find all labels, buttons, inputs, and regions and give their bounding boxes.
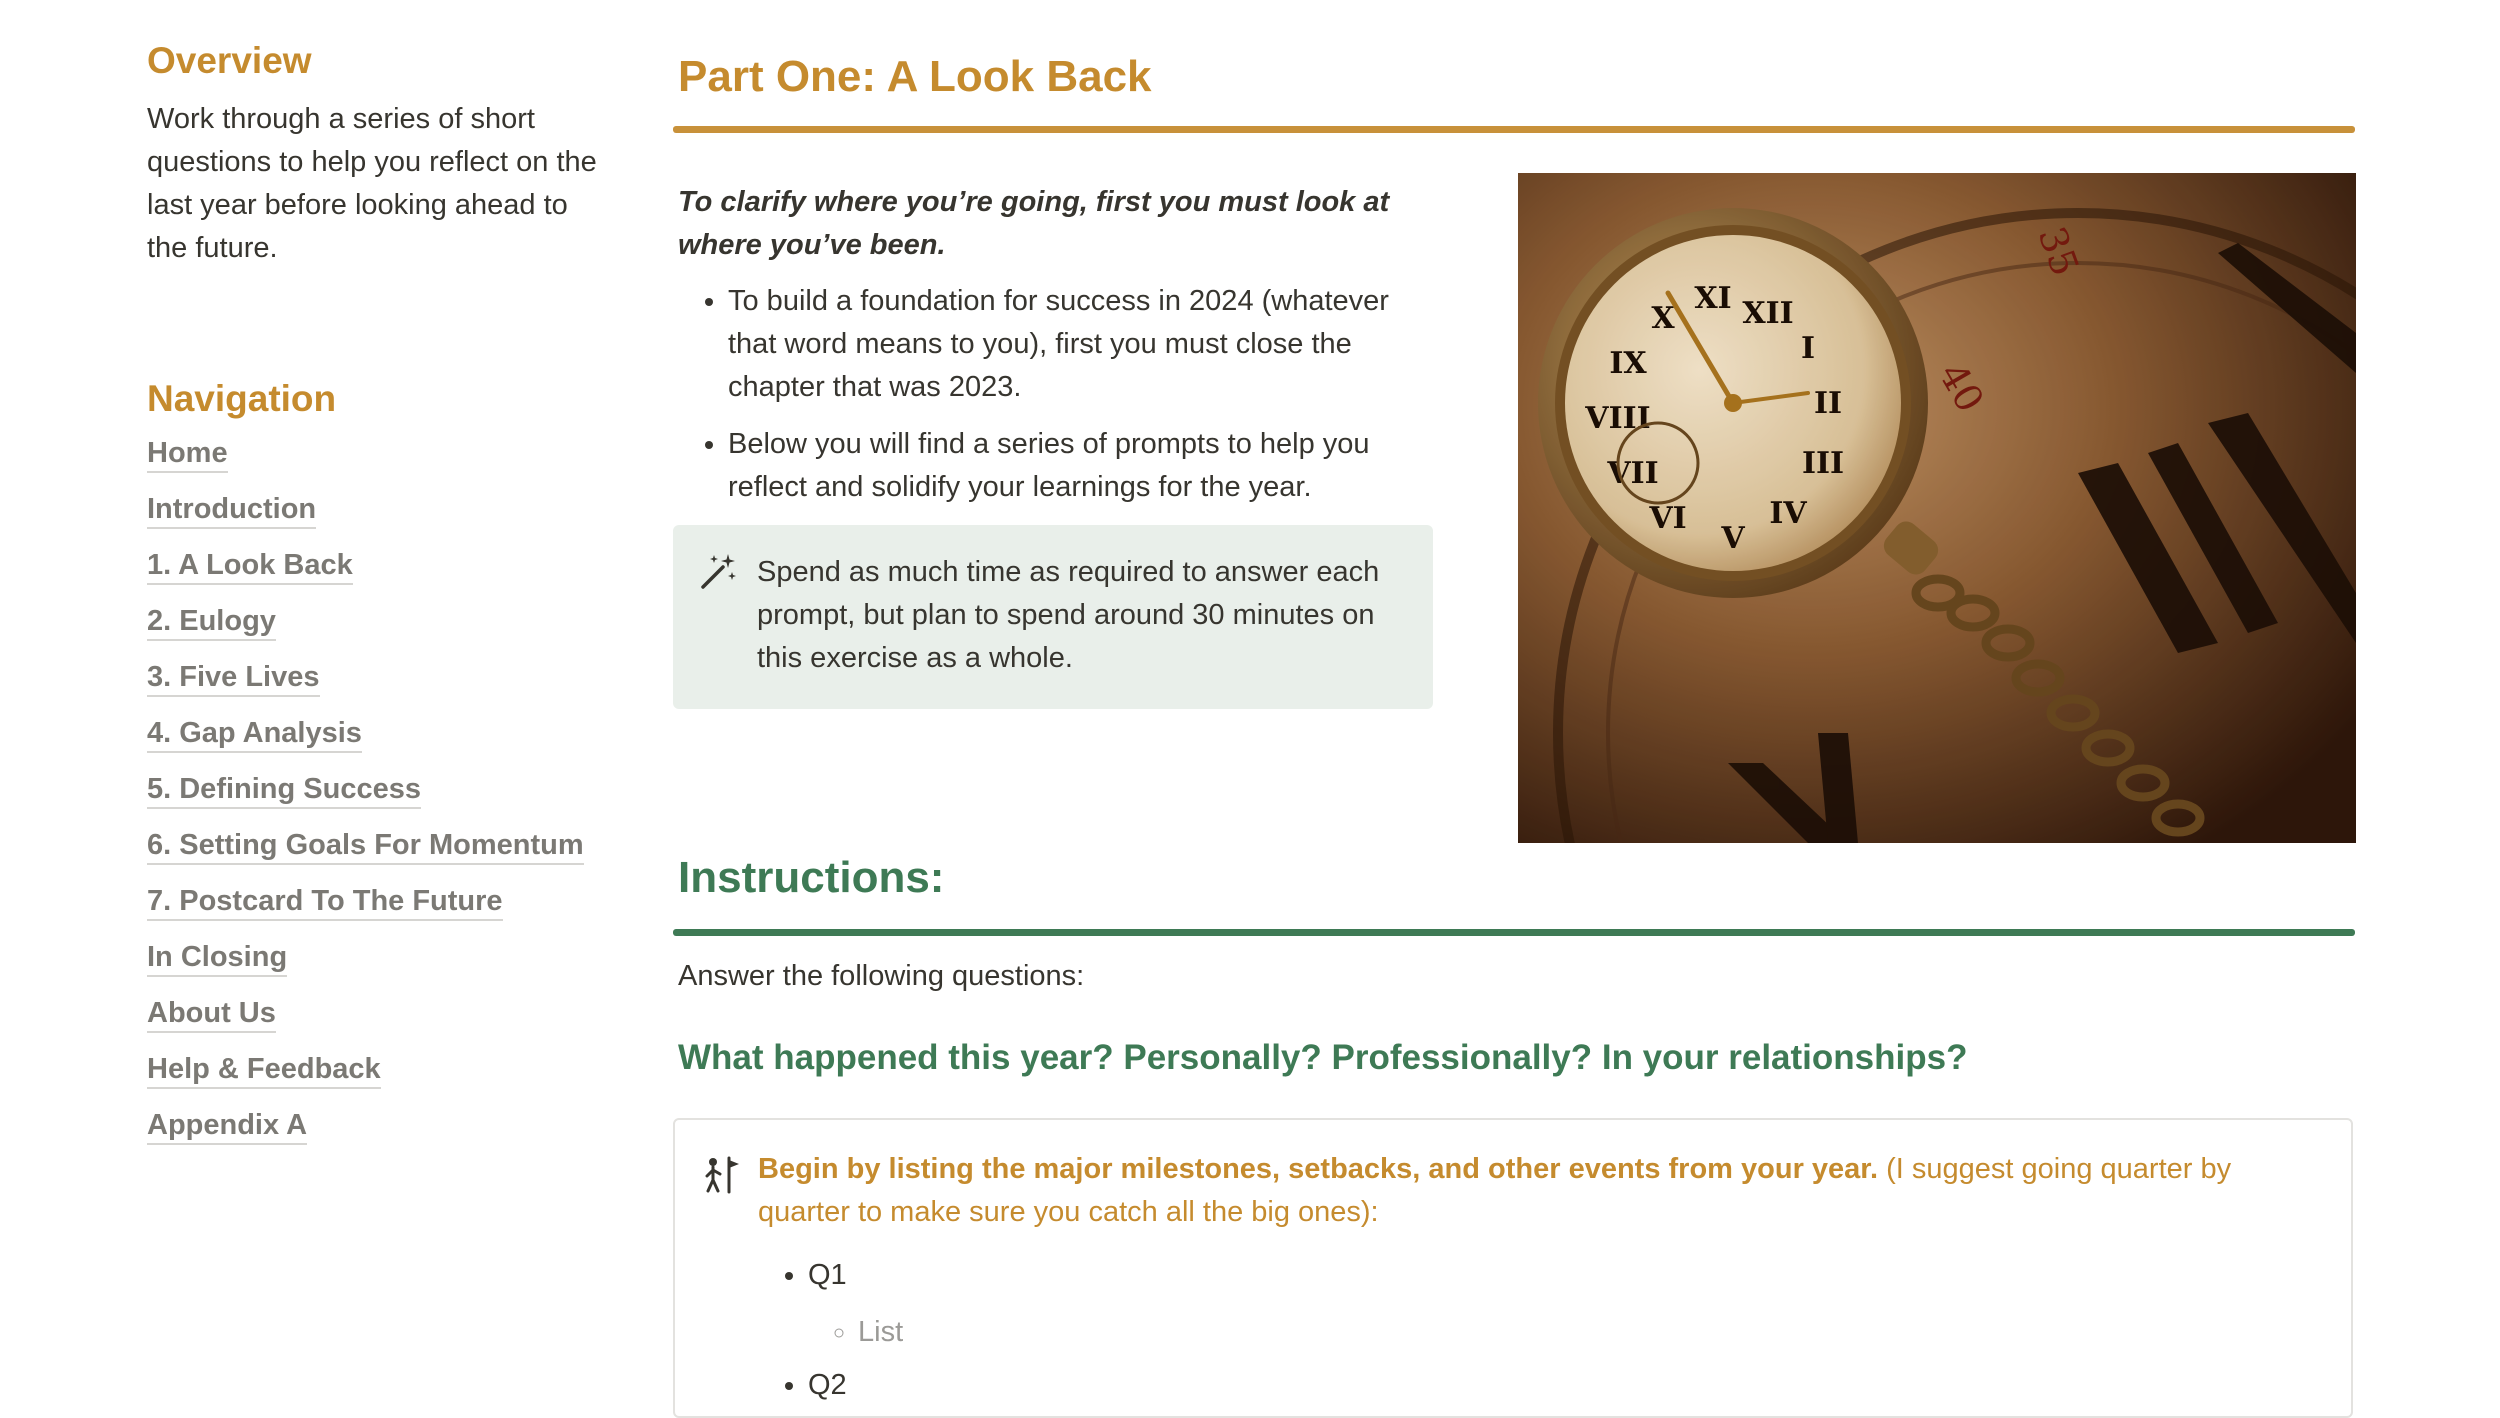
nav-link-gap-analysis[interactable]: 4. Gap Analysis [147, 716, 362, 753]
milestones-prompt-bold: Begin by listing the major milestones, setbacks, and other events from your year. [758, 1153, 1879, 1185]
nav-link-about-us[interactable]: About Us [147, 996, 276, 1033]
milestones-prompt-rest: (I suggest going quarter by quarter to make sure you catch all the big ones): [758, 1153, 2232, 1228]
nav-item-in-closing [147, 930, 607, 986]
nav-link-introduction[interactable]: Introduction [147, 492, 316, 529]
nav-item-gap-analysis [147, 706, 607, 762]
intro-section [673, 133, 2355, 853]
intro-text-column [678, 181, 1438, 523]
intro-quote: To clarify where you’re going, first you must look at where you’ve been. [678, 186, 1390, 261]
pocket-watch-image [1518, 173, 2356, 843]
svg-text:X: X [1651, 301, 1675, 336]
svg-text:I: I [1800, 331, 1816, 366]
instructions-divider [673, 929, 2355, 936]
nav-link-setting-goals[interactable]: 6. Setting Goals For Momentum [147, 828, 584, 865]
overview-text: Work through a series of short questions to help you reflect on the last year before looking ahead to the future. [147, 103, 597, 264]
overview-heading: Overview [147, 40, 312, 81]
quarter-item [808, 1254, 903, 1354]
svg-text:XI: XI [1694, 281, 1732, 316]
callout-text: Spend as much time as required to answer each prompt, but plan to spend around 30 minutes on this exercise as a whole. [757, 556, 1380, 674]
milestone-icon [705, 1154, 741, 1194]
nav-link-help-feedback[interactable]: Help & Feedback [147, 1052, 381, 1089]
navigation-heading: Navigation [147, 378, 337, 419]
intro-bullet: • To build a foundation for success in 2024 (whatever that word means to you), first you must close the chapter that was 2023. [728, 280, 1438, 409]
nav-item-home [147, 426, 607, 482]
svg-text:VI: VI [1649, 501, 1687, 536]
nav-link-postcard[interactable]: 7. Postcard To The Future [147, 884, 503, 921]
nav-list [147, 426, 607, 1154]
milestones-callout [673, 1118, 2353, 1418]
nav-item-five-lives [147, 650, 607, 706]
instructions-title: Instructions: [678, 853, 945, 902]
quarter-sublist [808, 1311, 903, 1354]
title-divider [673, 126, 2355, 133]
nav-item-postcard [147, 874, 607, 930]
svg-text:VII: VII [1607, 456, 1659, 491]
time-callout [673, 525, 1433, 709]
svg-text:V: V [1721, 521, 1745, 556]
svg-text:XII: XII [1742, 296, 1794, 331]
nav-item-help-feedback [147, 1042, 607, 1098]
intro-bullet: • Below you will find a series of prompts to help you reflect and solidify your learnings for the year. [728, 423, 1438, 509]
svg-text:IX: IX [1609, 346, 1647, 381]
answer-instructions: Answer the following questions: [678, 960, 1085, 992]
nav-item-appendix-a [147, 1098, 607, 1154]
svg-text:35: 35 [2029, 221, 2088, 282]
part-title: Part One: A Look Back [678, 52, 1152, 101]
list-placeholder[interactable]: ◦ List [858, 1311, 903, 1354]
nav-link-appendix-a[interactable]: Appendix A [147, 1108, 307, 1145]
svg-text:40: 40 [1930, 355, 1993, 420]
quarter-label: Q2 [808, 1369, 847, 1401]
svg-text:VIII: VIII [1585, 401, 1651, 436]
nav-link-home[interactable]: Home [147, 436, 228, 473]
nav-item-setting-goals [147, 818, 607, 874]
main-content [673, 52, 2355, 1418]
svg-text:III: III [1801, 446, 1845, 481]
nav-link-in-closing[interactable]: In Closing [147, 940, 287, 977]
navigation [147, 378, 607, 1154]
nav-link-defining-success[interactable]: 5. Defining Success [147, 772, 421, 809]
nav-item-defining-success [147, 762, 607, 818]
quarter-list [758, 1254, 903, 1407]
question-heading: What happened this year? Personally? Professionally? In your relationships? [678, 1038, 1968, 1077]
svg-text:II: II [1813, 386, 1843, 421]
nav-item-introduction [147, 482, 607, 538]
nav-item-about-us [147, 986, 607, 1042]
quarter-item [808, 1364, 903, 1407]
milestones-prompt [758, 1148, 2328, 1234]
nav-item-look-back [147, 538, 607, 594]
nav-link-eulogy[interactable]: 2. Eulogy [147, 604, 276, 641]
nav-item-eulogy [147, 594, 607, 650]
quarter-label: Q1 [808, 1259, 847, 1291]
svg-text:IV: IV [1769, 496, 1807, 531]
sidebar [147, 40, 607, 1154]
nav-link-five-lives[interactable]: 3. Five Lives [147, 660, 320, 697]
intro-bullets [678, 280, 1438, 509]
sparkle-wand-icon [699, 551, 739, 591]
nav-link-look-back[interactable]: 1. A Look Back [147, 548, 353, 585]
